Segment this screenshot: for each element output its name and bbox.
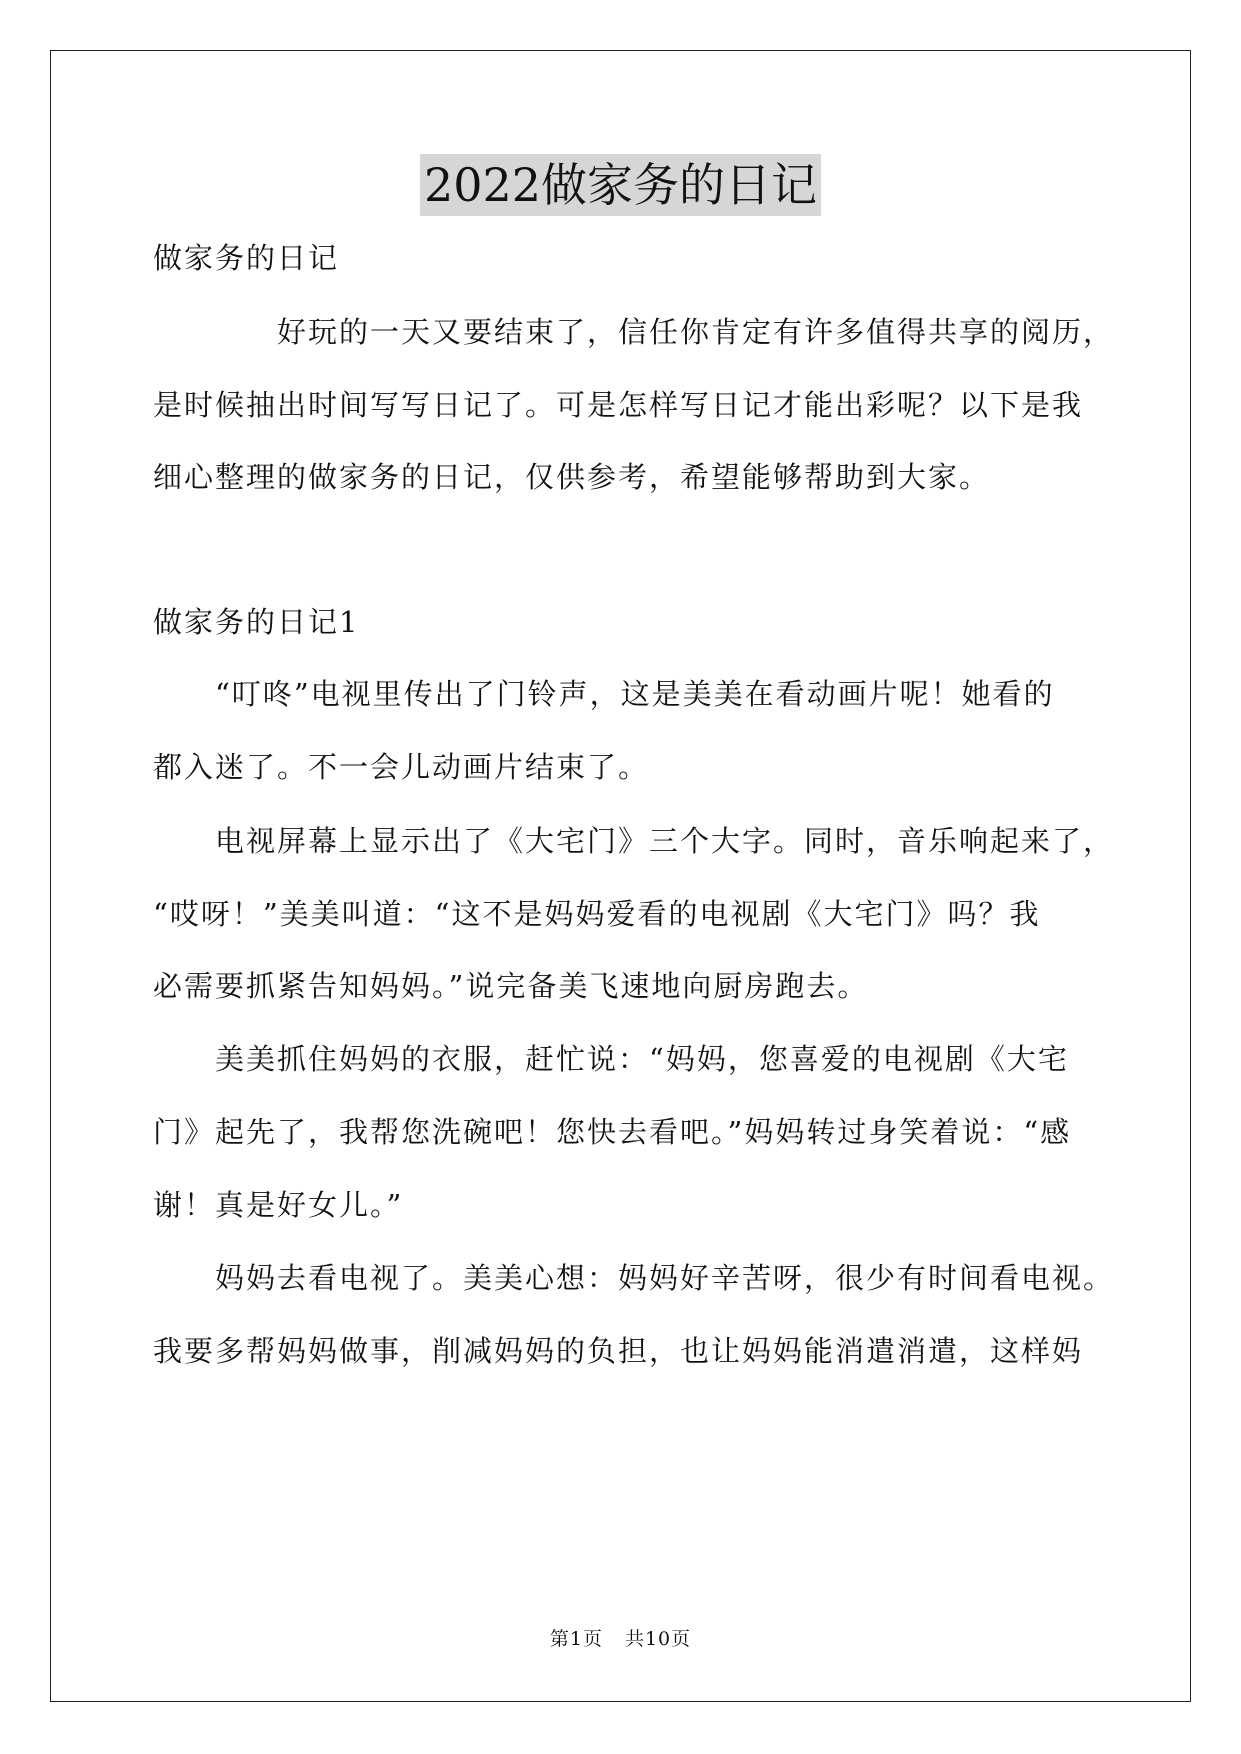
text-line: 电视屏幕上显示出了《大宅门》三个大字。同时，音乐响起来了，: [153, 824, 1115, 858]
text-line: 细心整理的做家务的日记，仅供参考，希望能够帮助到大家。: [153, 460, 991, 494]
text-line: 美美抓住妈妈的衣服，赶忙说：“妈妈，您喜爱的电视剧《大宅: [153, 1042, 1069, 1076]
text-line: 是时候抽出时间写写日记了。可是怎样写日记才能出彩呢？以下是我: [153, 388, 1084, 422]
text-line: 好玩的一天又要结束了，信任你肯定有许多值得共享的阅历，: [153, 315, 1115, 349]
section-heading: 做家务的日记1: [153, 605, 360, 639]
text-line: “叮咚”电视里传出了门铃声，这是美美在看动画片呢！她看的: [153, 677, 1055, 711]
page-number: 第1页: [549, 1628, 603, 1650]
section-heading: 做家务的日记: [153, 241, 340, 275]
page-footer: [0, 1624, 1241, 1651]
page-border: [50, 50, 1191, 1702]
text-line: 谢！真是好女儿。”: [153, 1188, 404, 1222]
page-total: 共10页: [624, 1628, 692, 1650]
text-line: 必需要抓紧告知妈妈。”说完备美飞速地向厨房跑去。: [153, 969, 869, 1003]
text-line: 妈妈去看电视了。美美心想：妈妈好辛苦呀，很少有时间看电视。: [153, 1261, 1115, 1295]
text-line: 我要多帮妈妈做事，削减妈妈的负担，也让妈妈能消遣消遣，这样妈: [153, 1334, 1084, 1368]
text-line: 门》起先了，我帮您洗碗吧！您快去看吧。”妈妈转过身笑着说：“感: [153, 1115, 1072, 1149]
text-line: 都入迷了。不一会儿动画片结束了。: [153, 750, 650, 784]
document-title[interactable]: 2022做家务的日记: [420, 154, 821, 216]
text-line: “哎呀！”美美叫道：“这不是妈妈爱看的电视剧《大宅门》吗？我: [153, 897, 1041, 931]
document-title-wrap: [0, 154, 1241, 216]
